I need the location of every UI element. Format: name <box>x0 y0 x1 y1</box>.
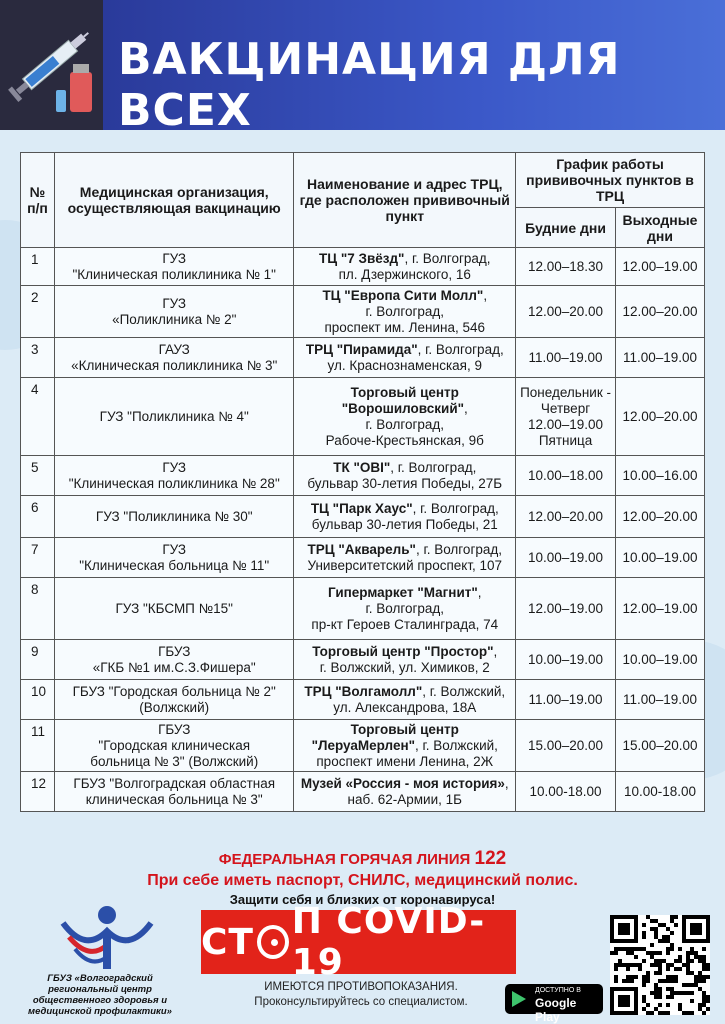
row-org <box>54 640 294 680</box>
org-line: больница № 3" (Волжский) <box>90 753 259 769</box>
row-place <box>294 378 516 456</box>
org-line: "Клиническая больница № 11" <box>79 557 270 573</box>
org-line: "Клиническая поликлиника № 1" <box>72 266 276 282</box>
place-line: проспект им. Ленина, 546 <box>324 319 486 335</box>
place-line: проспект имени Ленина, 2Ж <box>316 753 494 769</box>
place-line: бульвар 30-летия Победы, 27Б <box>307 475 503 491</box>
org-line: ГУЗ <box>162 459 187 475</box>
page-title: ВАКЦИНАЦИЯ ДЛЯ ВСЕХ <box>118 34 621 136</box>
header-org: Медицинская организация, осуществляющая вакцинацию <box>54 153 294 248</box>
row-org <box>54 578 294 640</box>
row-weekdays <box>516 578 616 640</box>
header-weekdays: Будние дни <box>516 208 616 248</box>
row-weekdays <box>516 456 616 496</box>
place-name: ТРЦ "Волгамолл" <box>304 683 423 699</box>
table-row <box>21 338 705 378</box>
row-place <box>294 248 516 286</box>
org-line: ГБУЗ "Волгоградская областная <box>73 775 276 791</box>
row-num: 1 <box>21 248 55 286</box>
row-num: 9 <box>21 640 55 680</box>
table-row <box>21 496 705 538</box>
row-weekends: 12.00–20.00 <box>616 378 705 456</box>
weekday-line: Четверг <box>540 400 591 416</box>
row-weekends: 12.00–19.00 <box>616 578 705 640</box>
row-weekends: 12.00–20.00 <box>616 286 705 338</box>
place-line: г. Волгоград, <box>365 600 445 616</box>
place-line: г. Волгоград, <box>365 416 445 432</box>
row-weekdays <box>516 496 616 538</box>
row-num: 11 <box>21 720 55 772</box>
place-line: , г. Волгоград, <box>404 250 491 266</box>
row-org <box>54 772 294 812</box>
row-org <box>54 248 294 286</box>
place-line: , <box>493 643 498 659</box>
place-line: , г. Волжский, <box>415 737 498 753</box>
place-name: Торговый центр "Ворошиловский" <box>341 384 465 416</box>
table-row <box>21 680 705 720</box>
row-place <box>294 578 516 640</box>
table-row <box>21 286 705 338</box>
place-name: ТЦ "Европа Сити Молл" <box>322 287 484 303</box>
row-weekdays <box>516 680 616 720</box>
place-name: Торговый центр "ЛеруаМерлен" <box>311 721 459 753</box>
stop-suffix: П COVID-19 <box>291 901 486 983</box>
vaccination-schedule-table <box>20 152 705 812</box>
table-row <box>21 248 705 286</box>
virus-icon <box>257 925 289 959</box>
row-num: 8 <box>21 578 55 640</box>
contraindications-note <box>201 980 521 1010</box>
row-num: 2 <box>21 286 55 338</box>
table-row <box>21 456 705 496</box>
place-line: , <box>483 287 488 303</box>
row-place <box>294 680 516 720</box>
row-weekends: 12.00–19.00 <box>616 248 705 286</box>
row-num: 5 <box>21 456 55 496</box>
health-center-logo-icon <box>55 903 155 971</box>
row-weekends: 11.00–19.00 <box>616 680 705 720</box>
place-name: ТРЦ "Пирамида" <box>305 341 418 357</box>
stop-covid-banner <box>201 901 516 983</box>
org-line: ГУЗ <box>162 250 187 266</box>
row-num: 4 <box>21 378 55 456</box>
row-weekdays <box>516 248 616 286</box>
row-org <box>54 496 294 538</box>
hotline-number: 122 <box>474 848 507 869</box>
org-line: ГУЗ "Поликлиника № 30" <box>95 508 253 524</box>
header-place: Наименование и адрес ТРЦ, где расположен прививочный пункт <box>294 153 516 248</box>
org-name: ГБУЗ «Волгоградский региональный центр общественного здоровья и медицинской профилактики» <box>28 973 172 1017</box>
store-small-text: ДОСТУПНО В <box>535 987 581 994</box>
org-line: «Клиническая поликлиника № 3" <box>71 357 278 373</box>
row-weekends: 10.00–19.00 <box>616 538 705 578</box>
place-line: , г. Волжский, <box>422 683 506 699</box>
row-place <box>294 772 516 812</box>
place-name: ТРЦ "Акварель" <box>307 541 416 557</box>
row-weekdays <box>516 286 616 338</box>
row-place <box>294 538 516 578</box>
header-schedule: График работы прививочных пунктов в ТРЦ <box>516 153 705 208</box>
org-line: ГБУЗ <box>158 721 191 737</box>
place-line: , г. Волгоград, <box>415 541 503 557</box>
stop-prefix: СТ <box>201 921 254 963</box>
table-row <box>21 578 705 640</box>
row-num: 3 <box>21 338 55 378</box>
place-line: Рабоче-Крестьянская, 9б <box>325 432 484 448</box>
place-line: г. Волгоград, <box>365 303 445 319</box>
place-line: , <box>464 400 468 416</box>
org-line: "Клиническая поликлиника № 28" <box>68 475 280 491</box>
row-num: 12 <box>21 772 55 812</box>
row-num: 10 <box>21 680 55 720</box>
store-big-text: Google Play <box>535 996 577 1024</box>
row-num: 7 <box>21 538 55 578</box>
org-line: ГБУЗ "Городская больница № 2" <box>72 683 276 699</box>
row-place <box>294 286 516 338</box>
hotline-label: ФЕДЕРАЛЬНАЯ ГОРЯЧАЯ ЛИНИЯ <box>218 851 471 868</box>
org-line: ГАУЗ <box>158 341 190 357</box>
row-weekdays <box>516 538 616 578</box>
protect-note: Защити себя и близких от коронавируса! <box>229 892 496 907</box>
place-name: Торговый центр "Простор" <box>312 643 494 659</box>
place-name: ТЦ "Парк Хаус" <box>310 500 413 516</box>
row-weekends: 10.00-18.00 <box>616 772 705 812</box>
weekday-line: Пятница <box>538 432 593 448</box>
weekday-line: 12.00–20.00 <box>527 303 604 319</box>
weekday-line: 12.00–19.00 <box>527 416 604 432</box>
weekday-line: 10.00–19.00 <box>527 651 604 667</box>
header <box>0 0 725 135</box>
place-line: наб. 62-Армии, 1Б <box>347 791 462 807</box>
row-weekends: 15.00–20.00 <box>616 720 705 772</box>
syringe-vial-icon <box>0 0 103 130</box>
row-place <box>294 338 516 378</box>
row-org <box>54 338 294 378</box>
weekday-line: Понедельник - <box>520 384 611 400</box>
row-place <box>294 720 516 772</box>
place-name: ТЦ "7 Звёзд" <box>318 250 405 266</box>
row-weekdays <box>516 720 616 772</box>
place-line: ул. Краснознаменская, 9 <box>327 357 482 373</box>
table-row <box>21 538 705 578</box>
place-name: ТК "OBI" <box>333 459 391 475</box>
row-weekends: 11.00–19.00 <box>616 338 705 378</box>
weekday-line: 11.00–19.00 <box>528 349 603 365</box>
row-weekdays <box>516 772 616 812</box>
weekday-line: 10.00–19.00 <box>527 549 604 565</box>
row-place <box>294 640 516 680</box>
weekday-line: 15.00–20.00 <box>527 737 604 753</box>
google-play-icon <box>512 991 526 1007</box>
place-name: Гипермаркет "Магнит" <box>328 584 478 600</box>
qr-code-icon[interactable] <box>610 915 710 1015</box>
table-row <box>21 640 705 680</box>
weekday-line: 10.00–18.00 <box>527 467 604 483</box>
place-line: , <box>477 584 482 600</box>
row-org <box>54 538 294 578</box>
table-header-row <box>21 153 705 208</box>
org-line: «ГКБ №1 им.С.З.Фишера" <box>92 659 256 675</box>
weekday-line: 11.00–19.00 <box>528 691 603 707</box>
row-org <box>54 720 294 772</box>
place-line: г. Волжский, ул. Химиков, 2 <box>319 659 490 675</box>
header-num: № п/п <box>21 153 55 248</box>
row-org <box>54 456 294 496</box>
place-line: , <box>504 775 509 791</box>
hotline <box>0 848 725 870</box>
row-weekends: 10.00–19.00 <box>616 640 705 680</box>
place-line: бульвар 30-летия Победы, 21 <box>311 516 498 532</box>
place-name: Музей «Россия - моя история» <box>300 775 505 791</box>
contra-line-2: Проконсультируйтесь со специалистом. <box>254 996 468 1008</box>
row-weekends: 12.00–20.00 <box>616 496 705 538</box>
place-line: , г. Волгоград, <box>412 500 499 516</box>
row-num: 6 <box>21 496 55 538</box>
org-line: "Городская клиническая <box>98 737 251 753</box>
row-org <box>54 286 294 338</box>
weekday-line: 12.00–18.30 <box>527 258 604 274</box>
weekday-line: 12.00–20.00 <box>527 508 604 524</box>
weekday-line: 10.00-18.00 <box>529 783 602 799</box>
org-line: ГБУЗ <box>158 643 191 659</box>
place-line: , г. Волгоград, <box>417 341 504 357</box>
row-org <box>54 680 294 720</box>
row-weekdays <box>516 378 616 456</box>
row-place <box>294 496 516 538</box>
org-line: ГУЗ <box>162 541 187 557</box>
row-weekdays <box>516 338 616 378</box>
place-line: , г. Волгоград, <box>390 459 477 475</box>
place-line: пр-кт Героев Сталинграда, 74 <box>311 616 499 632</box>
table-row <box>21 378 705 456</box>
table-row <box>21 772 705 812</box>
org-line: клиническая больница № 3" <box>85 791 263 807</box>
org-line: ГУЗ "Поликлиника № 4" <box>99 408 249 424</box>
documents-note: При себе иметь паспорт, СНИЛС, медицинский полис. <box>147 872 578 889</box>
row-weekends: 10.00–16.00 <box>616 456 705 496</box>
place-line: пл. Дзержинского, 16 <box>338 266 471 282</box>
place-line: Университетский проспект, 107 <box>307 557 503 573</box>
org-line: (Волжский) <box>139 699 210 715</box>
org-line: «Поликлиника № 2" <box>112 311 237 327</box>
google-play-badge[interactable] <box>505 984 603 1024</box>
org-line: ГУЗ <box>162 295 187 311</box>
row-weekdays <box>516 640 616 680</box>
row-org <box>54 378 294 456</box>
contra-line-1: ИМЕЮТСЯ ПРОТИВОПОКАЗАНИЯ. <box>264 981 458 993</box>
table-row <box>21 720 705 772</box>
weekday-line: 12.00–19.00 <box>527 600 604 616</box>
header-weekends: Выходные дни <box>616 208 705 248</box>
place-line: ул. Александрова, 18А <box>333 699 477 715</box>
org-line: ГУЗ "КБСМП №15" <box>115 600 233 616</box>
row-place <box>294 456 516 496</box>
